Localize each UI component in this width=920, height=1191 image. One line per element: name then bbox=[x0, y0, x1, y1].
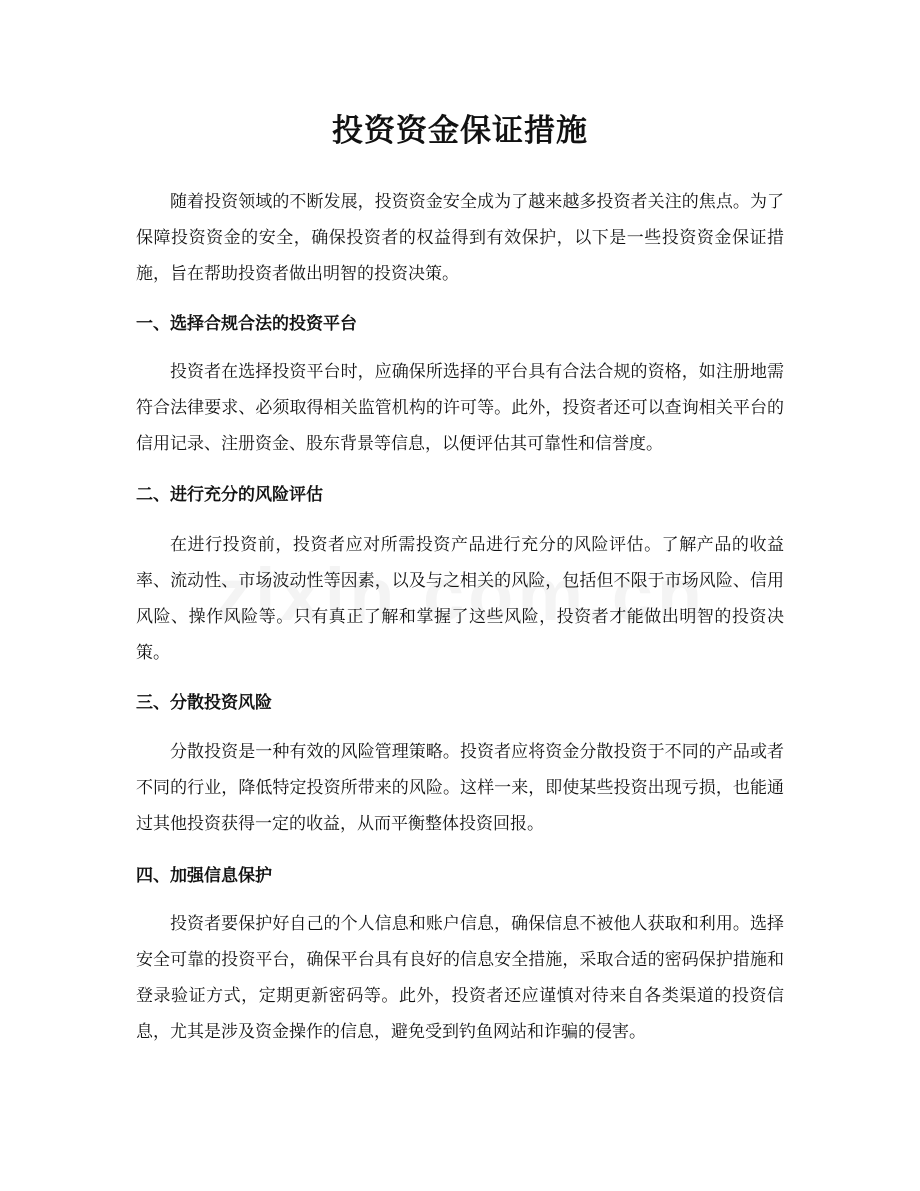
section-body-2: 在进行投资前，投资者应对所需投资产品进行充分的风险评估。了解产品的收益率、流动性、市场波动性等因素，以及与之相关的风险，包括但不限于市场风险、信用风险、操作风险等。只有真正了解和掌握了这些风险，投资者才能做出明智的投资决策。 bbox=[136, 535, 784, 663]
document-title: 投资资金保证措施 bbox=[332, 113, 588, 149]
section-body-4: 投资者要保护好自己的个人信息和账户信息，确保信息不被他人获取和利用。选择安全可靠的投资平台，确保平台具有良好的信息安全措施，采取合适的密码保护措施和登录验证方式，定期更新密码等。此外，投资者还应谨慎对待来自各类渠道的投资信息，尤其是涉及资金操作的信息，避免受到钓鱼网站和诈骗的侵害。 bbox=[136, 914, 784, 1042]
section-heading-4: 四、加强信息保护 bbox=[136, 866, 272, 886]
section-heading-3: 三、分散投资风险 bbox=[136, 693, 272, 713]
section-body-1: 投资者在选择投资平台时，应确保所选择的平台具有合法合规的资格，如注册地需符合法律要求、必须取得相关监管机构的许可等。此外，投资者还可以查询相关平台的信用记录、注册资金、股东背景等信息，以便评估其可靠性和信誉度。 bbox=[136, 362, 784, 454]
intro-paragraph: 随着投资领域的不断发展，投资资金安全成为了越来越多投资者关注的焦点。为了保障投资资金的安全，确保投资者的权益得到有效保护，以下是一些投资资金保证措施，旨在帮助投资者做出明智的投资决策。 bbox=[136, 192, 784, 284]
section-body-3: 分散投资是一种有效的风险管理策略。投资者应将资金分散投资于不同的产品或者不同的行业，降低特定投资所带来的风险。这样一来，即使某些投资出现亏损，也能通过其他投资获得一定的收益，从而平衡整体投资回报。 bbox=[136, 742, 784, 834]
section-heading-1: 一、选择合规合法的投资平台 bbox=[136, 314, 357, 334]
section-heading-2: 二、进行充分的风险评估 bbox=[136, 485, 323, 505]
